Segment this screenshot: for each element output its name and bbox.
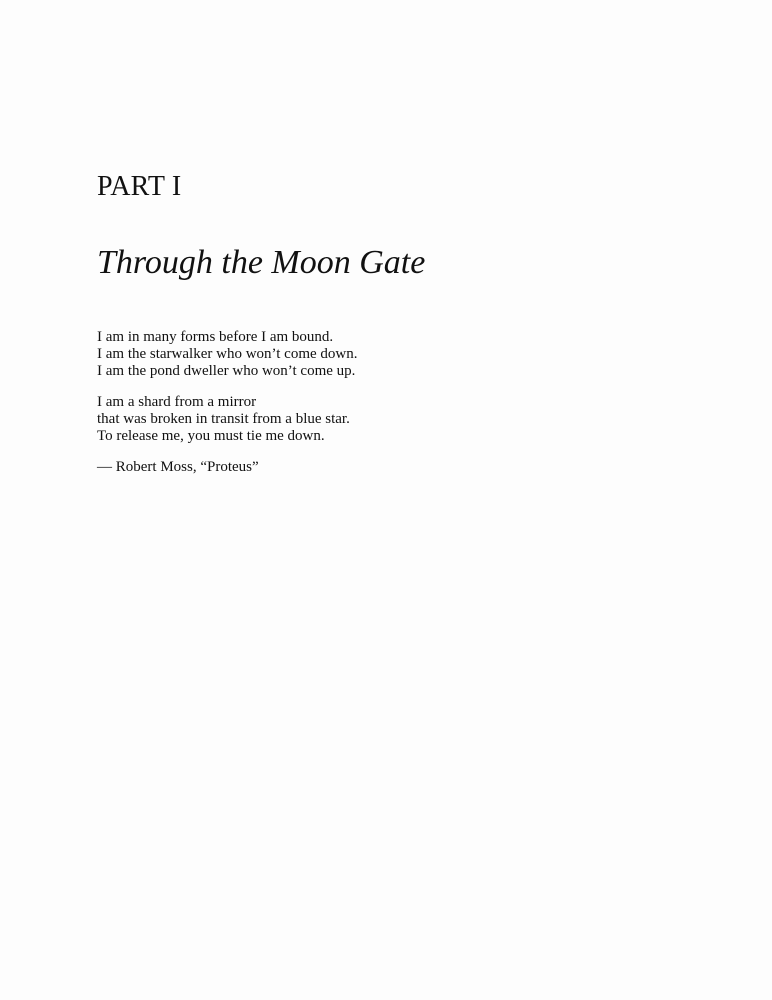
epigraph-line: I am the pond dweller who won’t come up. — [97, 363, 356, 379]
part-title: Through the Moon Gate — [97, 244, 426, 281]
book-page — [97, 0, 737, 1000]
epigraph-line: that was broken in transit from a blue star. — [97, 411, 350, 427]
epigraph-stanza-2 — [97, 394, 358, 445]
epigraph-line: I am in many forms before I am bound. — [97, 329, 334, 345]
epigraph-line: To release me, you must tie me down. — [97, 428, 325, 444]
part-label: PART I — [97, 171, 182, 202]
epigraph-attribution: — Robert Moss, “Proteus” — [97, 459, 259, 475]
epigraph — [97, 329, 358, 476]
epigraph-stanza-1 — [97, 329, 358, 380]
epigraph-line: I am the starwalker who won’t come down. — [97, 346, 358, 362]
epigraph-line: I am a shard from a mirror — [97, 394, 257, 410]
